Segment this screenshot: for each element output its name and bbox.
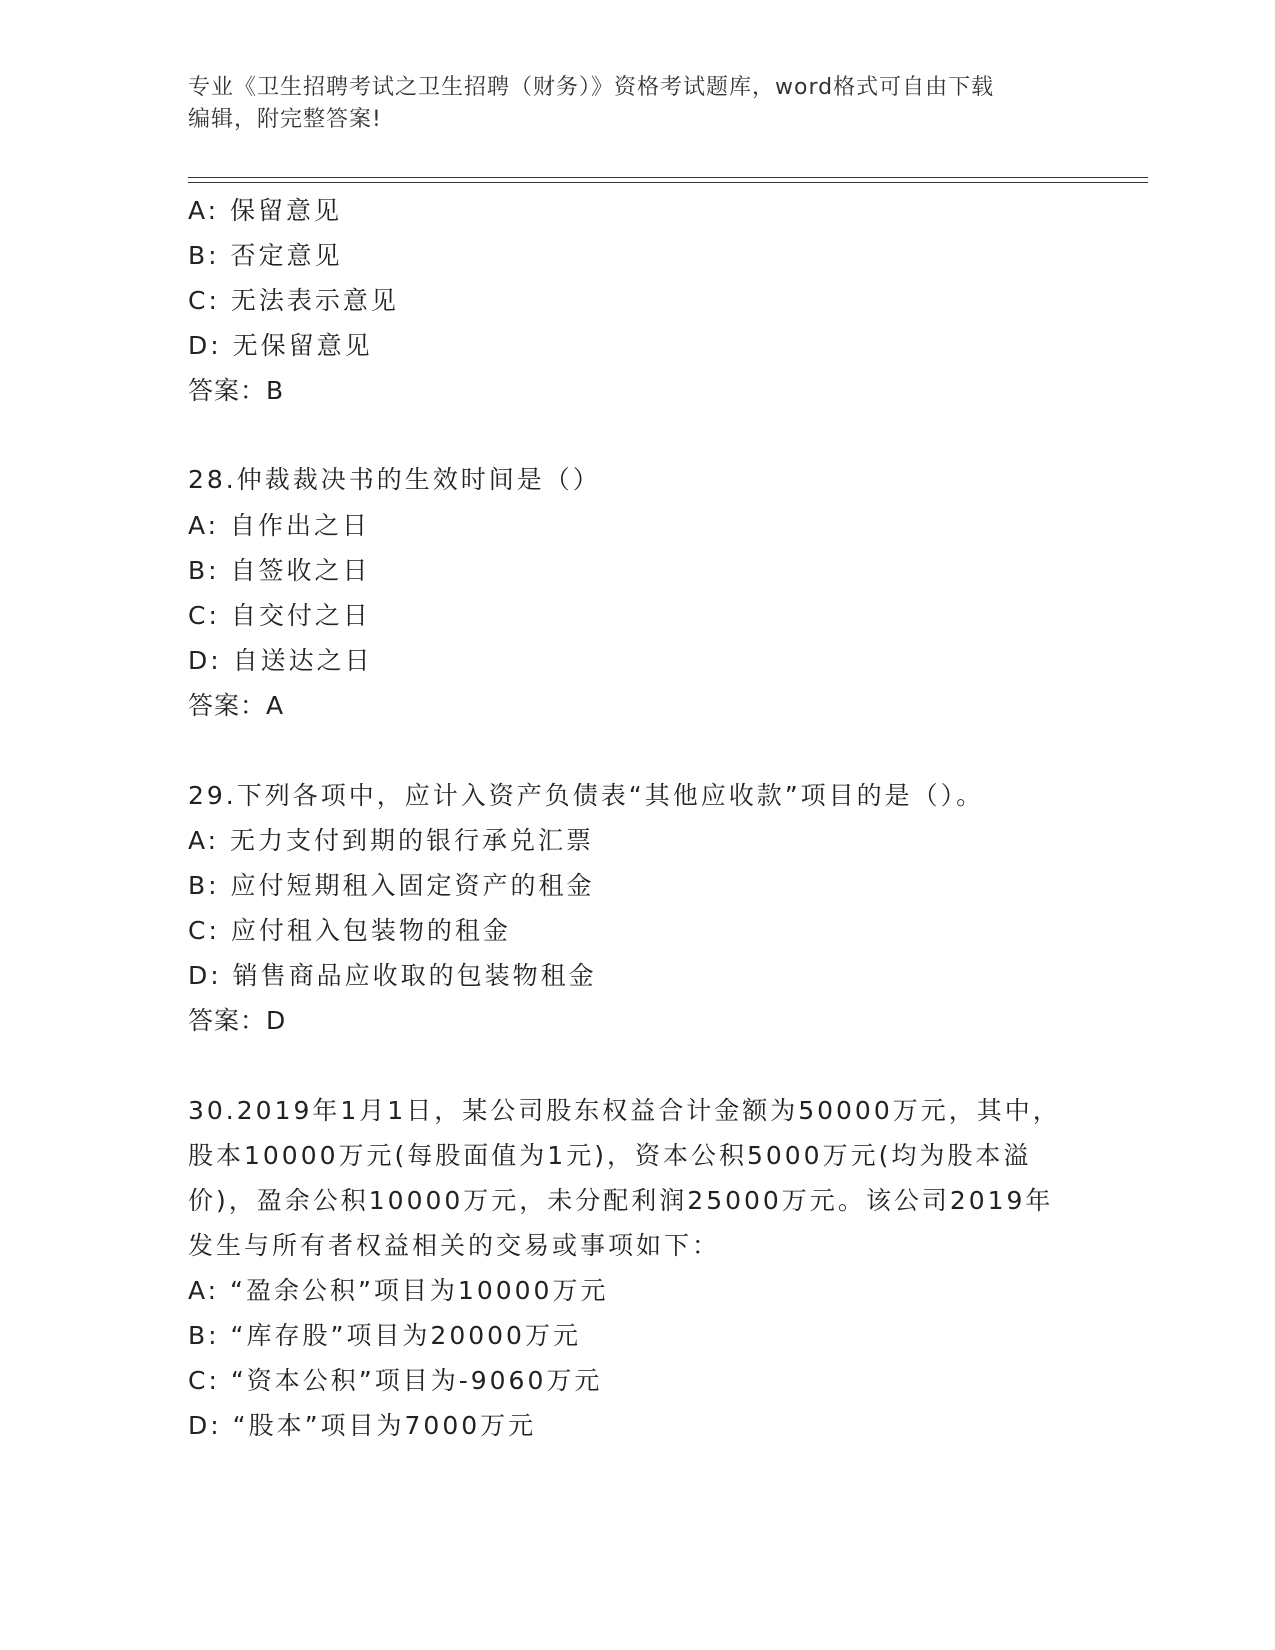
q28-option-c: C: 自交付之日 — [188, 601, 371, 630]
q30-option-b: B: “库存股”项目为20000万元 — [188, 1321, 581, 1350]
q29-stem: 29.下列各项中，应计入资产负债表“其他应收款”项目的是（）。 — [188, 781, 985, 810]
q28-stem: 28.仲裁裁决书的生效时间是（） — [188, 465, 601, 494]
prev-option-c: C: 无法表示意见 — [188, 286, 399, 315]
prev-option-d: D: 无保留意见 — [188, 331, 373, 360]
q29-option-b: B: 应付短期租入固定资产的租金 — [188, 871, 595, 900]
prev-option-a: A: 保留意见 — [188, 196, 343, 225]
header-line-2: 编辑，附完整答案! — [188, 107, 382, 132]
q29-option-a: A: 无力支付到期的银行承兑汇票 — [188, 826, 595, 855]
q29-option-d: D: 销售商品应收取的包装物租金 — [188, 961, 597, 990]
q30-option-a: A: “盈余公积”项目为10000万元 — [188, 1276, 609, 1305]
q30-stem-line-1: 30.2019年1月1日，某公司股东权益合计金额为50000万元，其中， — [188, 1096, 1061, 1125]
q30-stem-line-3: 价)，盈余公积10000万元，未分配利润25000万元。该公司2019年 — [188, 1186, 1054, 1215]
document-header — [188, 72, 1088, 136]
prev-option-b: B: 否定意见 — [188, 241, 343, 270]
q29-option-c: C: 应付租入包装物的租金 — [188, 916, 511, 945]
q28-option-b: B: 自签收之日 — [188, 556, 371, 585]
q30-option-c: C: “资本公积”项目为-9060万元 — [188, 1366, 603, 1395]
q30-stem-line-2: 股本10000万元(每股面值为1元)，资本公积5000万元(均为股本溢 — [188, 1141, 1032, 1170]
q28-option-a: A: 自作出之日 — [188, 511, 371, 540]
q28-option-d: D: 自送达之日 — [188, 646, 373, 675]
header-line-1: 专业《卫生招聘考试之卫生招聘（财务）》资格考试题库，word格式可自由下载 — [188, 75, 995, 100]
header-divider-bottom — [188, 182, 1148, 183]
q30-option-d: D: “股本”项目为7000万元 — [188, 1411, 537, 1440]
prev-answer: 答案：B — [188, 376, 285, 405]
q29-answer: 答案：D — [188, 1006, 287, 1035]
header-divider-top — [188, 177, 1148, 178]
q28-answer: 答案：A — [188, 691, 285, 720]
q30-stem-line-4: 发生与所有者权益相关的交易或事项如下： — [188, 1231, 721, 1260]
